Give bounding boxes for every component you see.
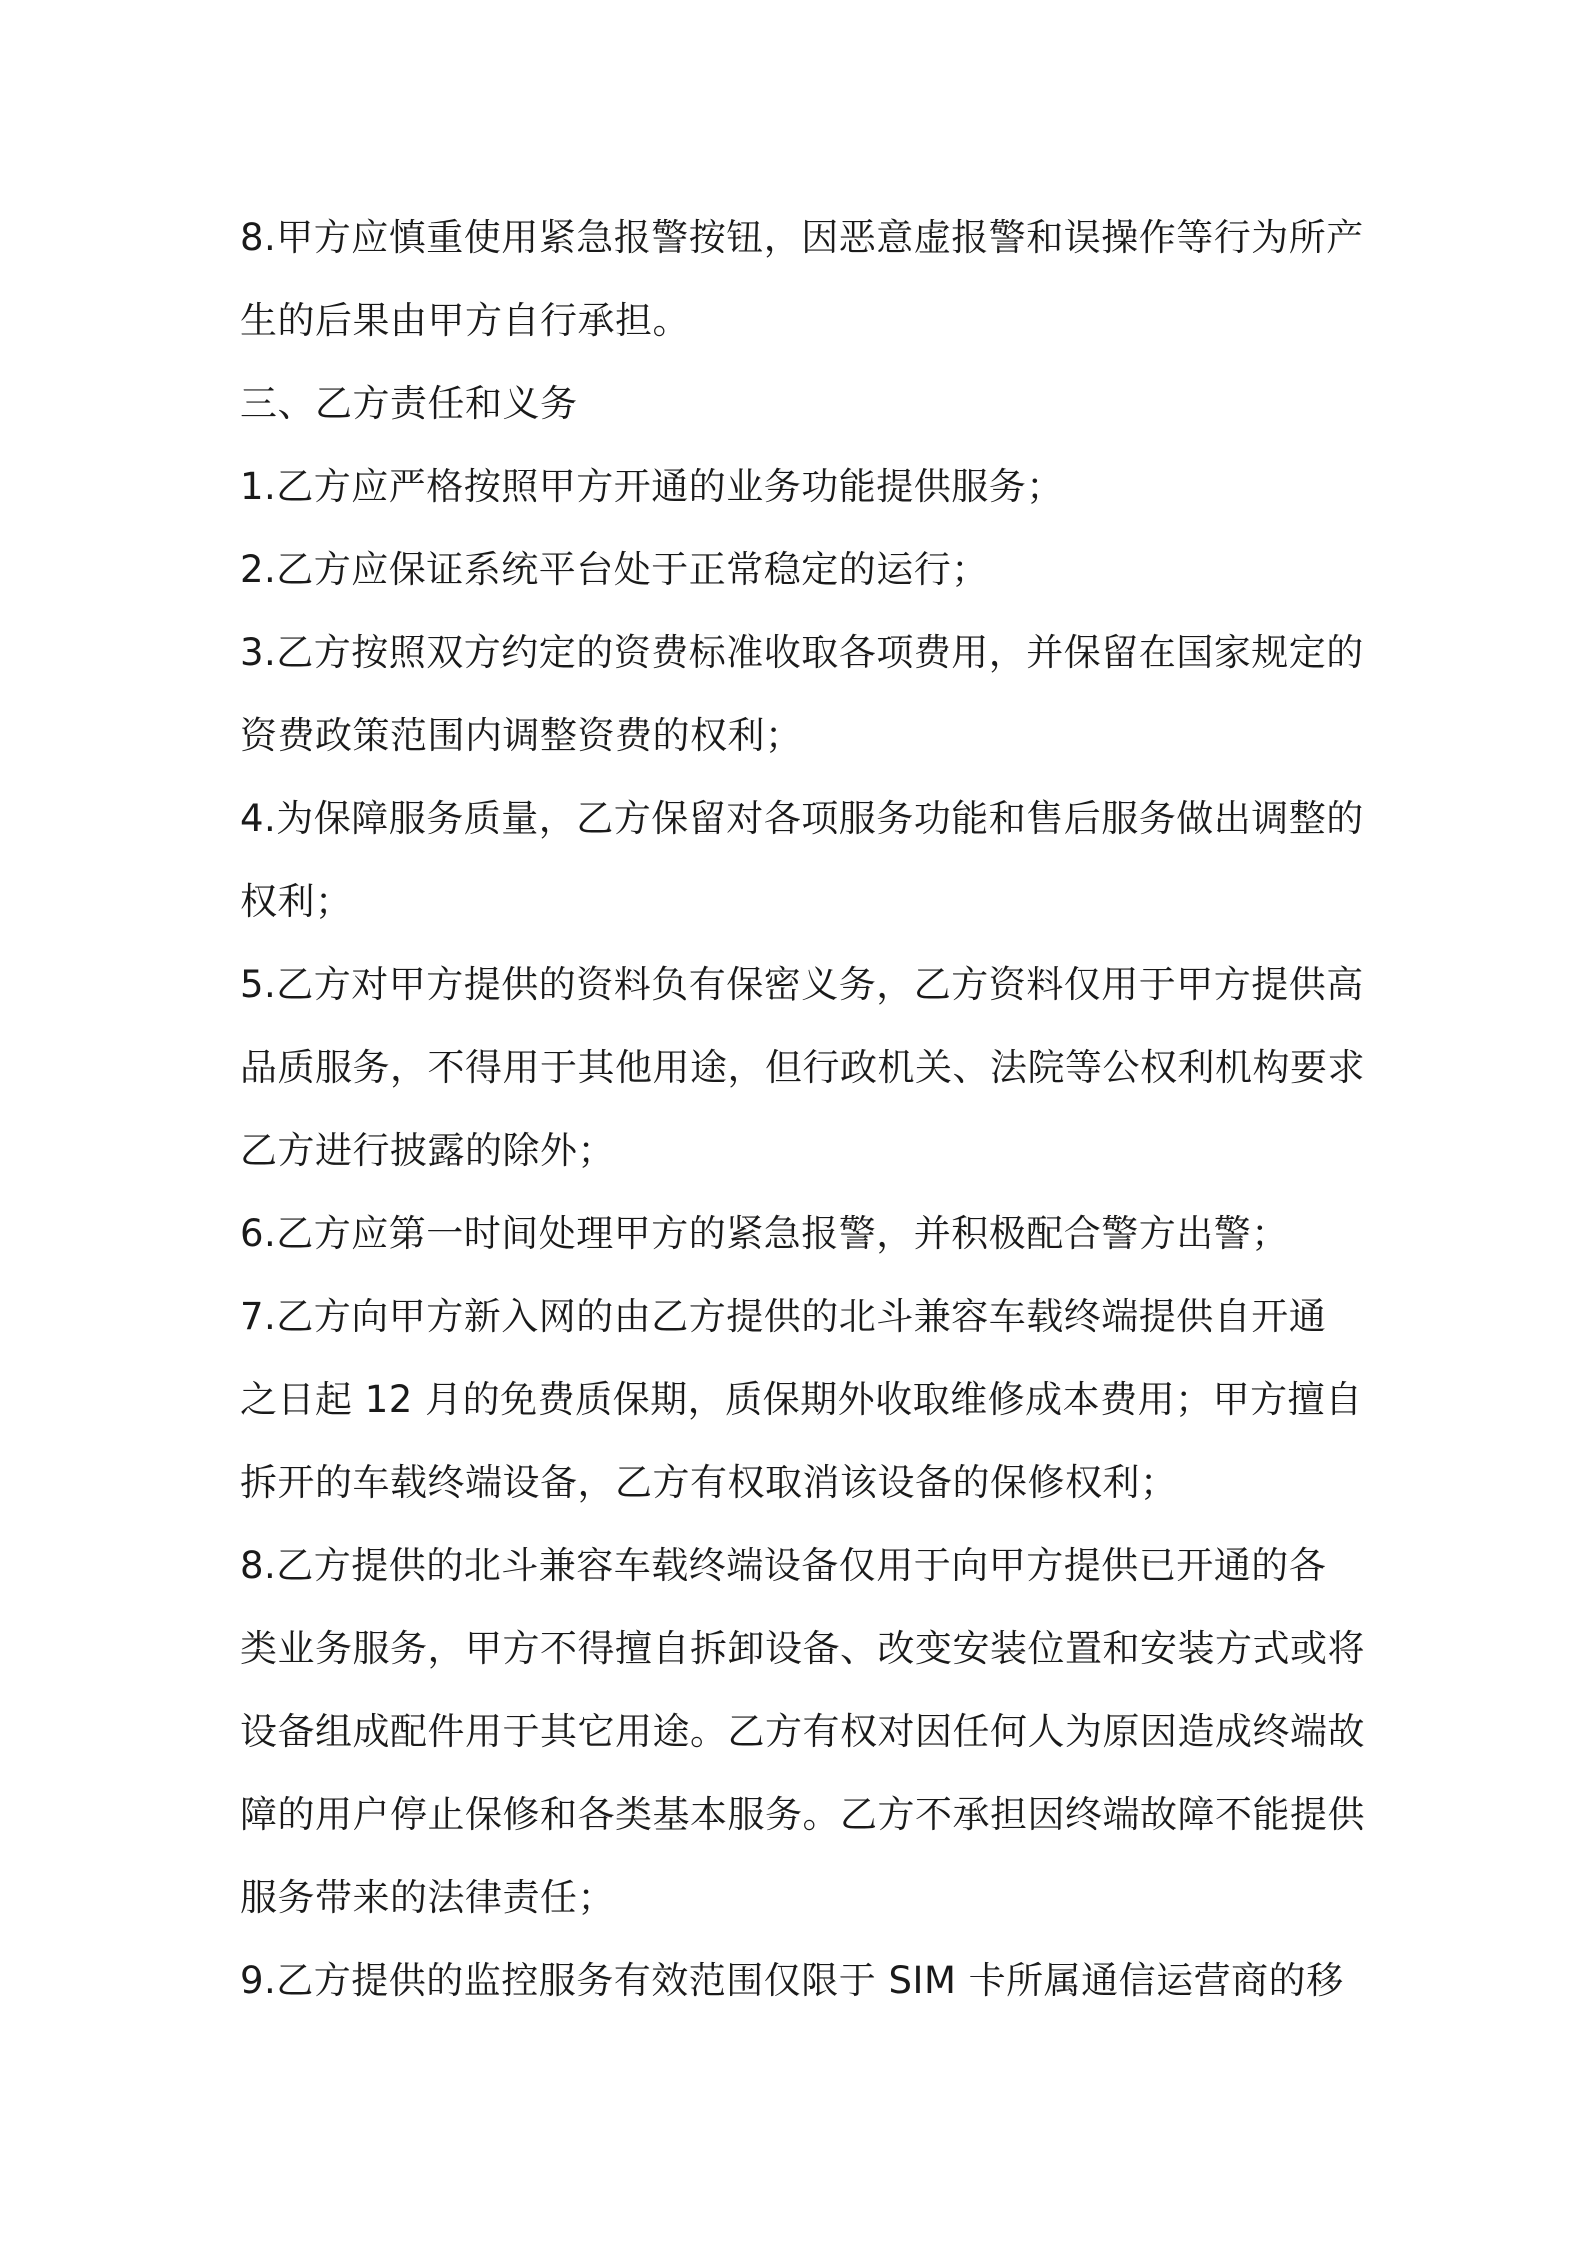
text-line: 品质服务，不得用于其他用途，但行政机关、法院等公权利机构要求 — [240, 1046, 1365, 1089]
text-line: 6.乙方应第一时间处理甲方的紧急报警，并积极配合警方出警； — [240, 1212, 1289, 1255]
text-line: 类业务服务，甲方不得擅自拆卸设备、改变安装位置和安装方式或将 — [240, 1627, 1365, 1670]
text-line: 权利； — [240, 880, 353, 923]
text-line: 2.乙方应保证系统平台处于正常稳定的运行； — [240, 548, 989, 591]
document-body — [240, 196, 1365, 2022]
text-line: 7.乙方向甲方新入网的由乙方提供的北斗兼容车载终端提供自开通 — [240, 1295, 1327, 1338]
text-line: 8.甲方应慎重使用紧急报警按钮，因恶意虚报警和误操作等行为所产 — [240, 216, 1364, 259]
text-line: 生的后果由甲方自行承担。 — [240, 299, 690, 342]
text-line: 9.乙方提供的监控服务有效范围仅限于 SIM 卡所属通信运营商的移 — [240, 1959, 1344, 2002]
text-line: 5.乙方对甲方提供的资料负有保密义务，乙方资料仅用于甲方提供高 — [240, 963, 1364, 1006]
text-line: 拆开的车载终端设备，乙方有权取消该设备的保修权利； — [240, 1461, 1178, 1504]
text-line: 1.乙方应严格按照甲方开通的业务功能提供服务； — [240, 465, 1064, 508]
text-line: 3.乙方按照双方约定的资费标准收取各项费用，并保留在国家规定的 — [240, 631, 1364, 674]
text-line: 设备组成配件用于其它用途。乙方有权对因任何人为原因造成终端故 — [240, 1710, 1365, 1753]
text-line: 8.乙方提供的北斗兼容车载终端设备仅用于向甲方提供已开通的各 — [240, 1544, 1327, 1587]
text-line: 之日起 12 月的免费质保期，质保期外收取维修成本费用；甲方擅自 — [240, 1378, 1363, 1421]
text-line: 障的用户停止保修和各类基本服务。乙方不承担因终端故障不能提供 — [240, 1793, 1365, 1836]
text-line: 服务带来的法律责任； — [240, 1876, 615, 1919]
section-heading: 三、乙方责任和义务 — [240, 382, 578, 425]
text-line: 乙方进行披露的除外； — [240, 1129, 615, 1172]
text-line: 4.为保障服务质量，乙方保留对各项服务功能和售后服务做出调整的 — [240, 797, 1364, 840]
text-line: 资费政策范围内调整资费的权利； — [240, 714, 803, 757]
